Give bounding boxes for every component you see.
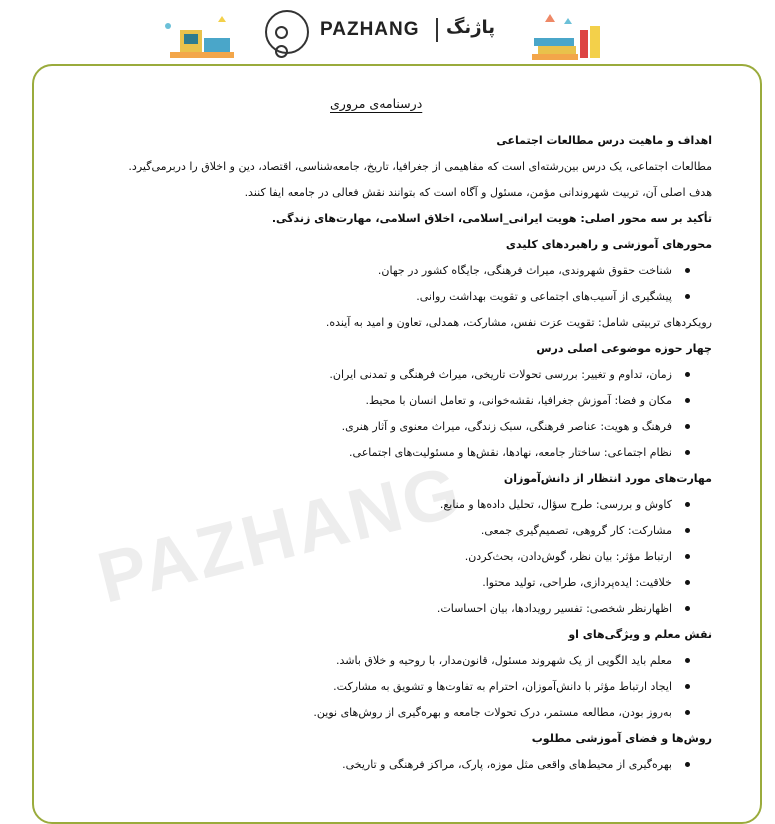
bullet-icon [685, 424, 690, 429]
list-item: مشارکت: کار گروهی، تصمیم‌گیری جمعی. [70, 518, 712, 544]
page-header [0, 0, 775, 64]
bullet-list [70, 752, 712, 778]
list-item: اظهارنظر شخصی: تفسیر رویدادها، بیان احساسات. [70, 596, 712, 622]
brand-divider [436, 18, 438, 42]
section-heading: نقش معلم و ویژگی‌های او [568, 628, 712, 641]
list-item: معلم باید الگویی از یک شهروند مسئول، قانون‌مدار، با روحیه و خلاق باشد. [70, 648, 712, 674]
list-item: مکان و فضا: آموزش جغرافیا، نقشه‌خوانی، و تعامل انسان با محیط. [70, 388, 712, 414]
document-body [70, 128, 712, 778]
bullet-icon [685, 580, 690, 585]
list-item: ایجاد ارتباط مؤثر با دانش‌آموزان، احترام به تفاوت‌ها و تشویق به مشارکت. [70, 674, 712, 700]
bullet-icon [685, 398, 690, 403]
list-item: خلاقیت: ایده‌پردازی، طراحی، تولید محتوا. [70, 570, 712, 596]
bullet-icon [685, 528, 690, 533]
paragraph: هدف اصلی آن، تربیت شهروندانی مؤمن، مسئول و آگاه است که بتوانند نقش فعالی در جامعه ایفا کنند. [244, 186, 712, 199]
list-item: به‌روز بودن، مطالعه مستمر، درک تحولات جامعه و بهره‌گیری از روش‌های نوین. [70, 700, 712, 726]
paragraph: تأکید بر سه محور اصلی: هویت ایرانی_اسلامی، اخلاق اسلامی، مهارت‌های زندگی. [271, 212, 712, 225]
list-item: ارتباط مؤثر: بیان نظر، گوش‌دادن، بحث‌کردن. [70, 544, 712, 570]
owl-logo-icon [265, 10, 309, 54]
section-heading: اهداف و ماهیت درس مطالعات اجتماعی [496, 134, 712, 147]
section-heading: محورهای آموزشی و راهبردهای کلیدی [505, 238, 712, 251]
section-heading: چهار حوزه موضوعی اصلی درس [536, 342, 712, 355]
list-item: نظام اجتماعی: ساختار جامعه، نهادها، نقش‌ها و مسئولیت‌های اجتماعی. [70, 440, 712, 466]
brand-name-persian: پاژنگ [446, 17, 496, 38]
bullet-icon [685, 450, 690, 455]
bullet-list [70, 648, 712, 726]
paragraph: مطالعات اجتماعی، یک درس بین‌رشته‌ای است که مفاهیمی از جغرافیا، تاریخ، جامعه‌شناسی، اقتصاد، دین و اخلاق را دربرمی‌گیرد. [128, 160, 712, 173]
list-item: زمان، تداوم و تغییر: بررسی تحولات تاریخی، میراث فرهنگی و تمدنی ایران. [70, 362, 712, 388]
bullet-icon [685, 502, 690, 507]
bullet-icon [685, 762, 690, 767]
bullet-icon [685, 554, 690, 559]
section-heading: مهارت‌های مورد انتظار از دانش‌آموزان [503, 472, 712, 485]
bullet-icon [685, 658, 690, 663]
bullet-icon [685, 294, 690, 299]
bullet-list [70, 258, 712, 310]
list-item: بهره‌گیری از محیط‌های واقعی مثل موزه، پارک، مراکز فرهنگی و تاریخی. [70, 752, 712, 778]
bullet-icon [685, 268, 690, 273]
books-illustration-icon [160, 12, 240, 62]
list-item: کاوش و بررسی: طرح سؤال، تحلیل داده‌ها و منابع. [70, 492, 712, 518]
bullet-list [70, 492, 712, 622]
page-title: درسنامه‌ی مروری [330, 96, 423, 111]
bullet-icon [685, 372, 690, 377]
section-heading: روش‌ها و فضای آموزشی مطلوب [531, 732, 712, 745]
bullet-icon [685, 606, 690, 611]
bullet-icon [685, 710, 690, 715]
stationery-illustration-icon [520, 8, 610, 62]
list-item: شناخت حقوق شهروندی، میراث فرهنگی، جایگاه کشور در جهان. [70, 258, 712, 284]
brand-name-latin: PAZHANG [320, 19, 420, 40]
bullet-icon [685, 684, 690, 689]
list-item: پیشگیری از آسیب‌های اجتماعی و تقویت بهداشت روانی. [70, 284, 712, 310]
bullet-list [70, 362, 712, 466]
paragraph: رویکردهای تربیتی شامل: تقویت عزت نفس، مشارکت، همدلی، تعاون و امید به آینده. [325, 316, 712, 329]
list-item: فرهنگ و هویت: عناصر فرهنگی، سبک زندگی، میراث معنوی و آثار هنری. [70, 414, 712, 440]
